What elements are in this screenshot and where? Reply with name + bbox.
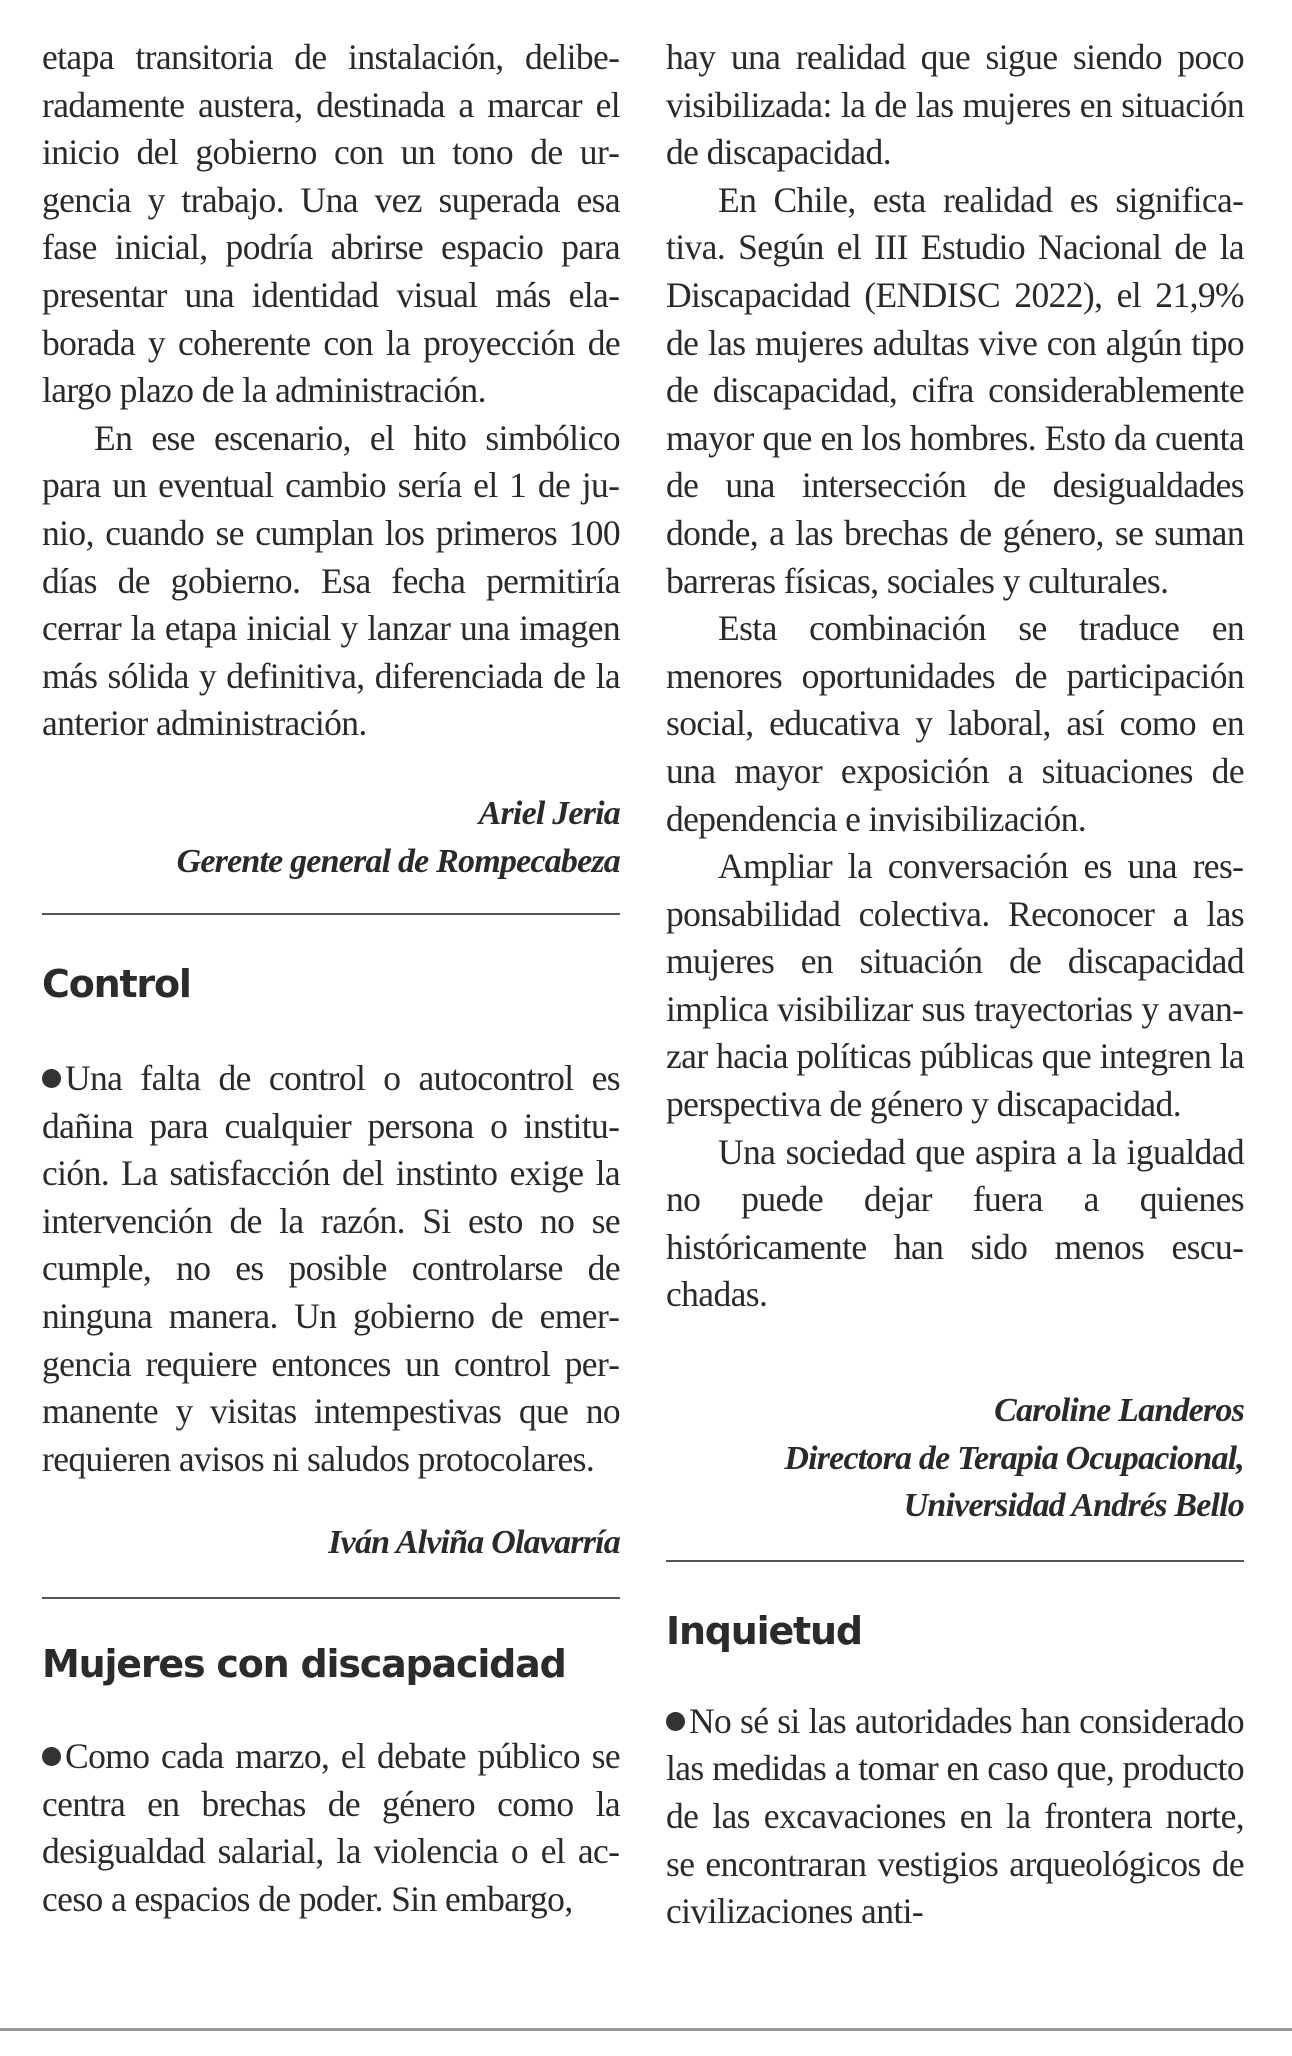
signature-name: Iván Alviña Olavarría: [328, 1524, 620, 1562]
signature-name: Ariel Jeria: [478, 794, 620, 832]
signature-name: Caroline Landeros: [994, 1392, 1244, 1430]
letter-text-control: Una falta de control o autocontrol es dañina para cualquier persona o institución. La satisfacción del instinto exige la intervención de la razón. Si esto no se cumple, no es posible controlarse de ninguna manera. Un gobierno de emergencia requiere entonces un control permanente y visitas intempestivas que no requieren avisos ni saludos protocolares.: [42, 1058, 620, 1479]
bullet-icon: [42, 1747, 61, 1766]
article-paragraph: En Chile, esta realidad es significativa. Según el III Estudio Nacional de la Discapacidad (ENDISC 2022), el 21,9% de las mujeres adultas vive con algún tipo de discapacidad, cifra considerablemente mayor que en los hombres. Esto da cuenta de una intersección de desigualdades donde, a las brechas de género, se suman barreras físicas, sociales y culturales.: [666, 179, 1244, 601]
letter-text-mujeres: Como cada marzo, el debate público se centra en brechas de género como la desigualdad salarial, la violencia o el acceso a espacios de poder. Sin embargo,: [42, 1736, 620, 1919]
bullet-icon: [42, 1069, 61, 1088]
letter-text-inquietud: No sé si las autoridades han considerado las medidas a tomar en caso que, producto de las excavaciones en la frontera norte, se encontraran vestigios arqueológicos de civilizaciones anti-: [666, 1700, 1244, 1932]
signature-role: Directora de Terapia Ocupacional,: [784, 1439, 1244, 1477]
bullet-icon: [666, 1712, 685, 1731]
article-paragraph: etapa transitoria de instalación, deliberadamente austera, destinada a marcar el inicio del gobierno con un tono de urgencia y trabajo. Una vez superada esa fase inicial, podría abrirse espacio para presentar una identidad visual más elaborada y coherente con la proyección de largo plazo de la administración.: [42, 37, 620, 411]
signature-role: Universidad Andrés Bello: [903, 1487, 1244, 1525]
letter-heading-inquietud: Inquietud: [666, 1608, 862, 1653]
right-column: [666, 34, 1244, 1936]
article-paragraph: En ese escenario, el hito simbólico para un eventual cambio sería el 1 de junio, cuando se cumplan los primeros 100 días de gobierno. Esa fecha permitiría cerrar la etapa inicial y lanzar una imagen más sólida y definitiva, diferenciada de la anterior administración.: [42, 417, 620, 744]
letter-heading-mujeres: Mujeres con discapacidad: [42, 1642, 566, 1687]
article-paragraph: Una sociedad que aspira a la igualdad no puede dejar fuera a quienes históricamente han sido menos escuchadas.: [666, 1131, 1244, 1315]
left-column: [42, 34, 620, 1923]
signature-role: Gerente general de Rompecabeza: [176, 842, 620, 880]
article-paragraph: Ampliar la conversación es una responsabilidad colectiva. Reconocer a las mujeres en situación de discapacidad implica visibilizar sus trayectorias y avanzar hacia políticas públicas que integren la perspectiva de género y discapacidad.: [666, 846, 1244, 1125]
article-paragraph: Esta combinación se traduce en menores oportunidades de participación social, educativa y laboral, así como en una mayor exposición a situaciones de dependencia e invisibilización.: [666, 608, 1244, 839]
article-paragraph: hay una realidad que sigue siendo poco visibilizada: la de las mujeres en situación de discapacidad.: [666, 37, 1244, 173]
letter-heading-control: Control: [42, 962, 191, 1007]
page-bottom-rule: [0, 2028, 1292, 2031]
